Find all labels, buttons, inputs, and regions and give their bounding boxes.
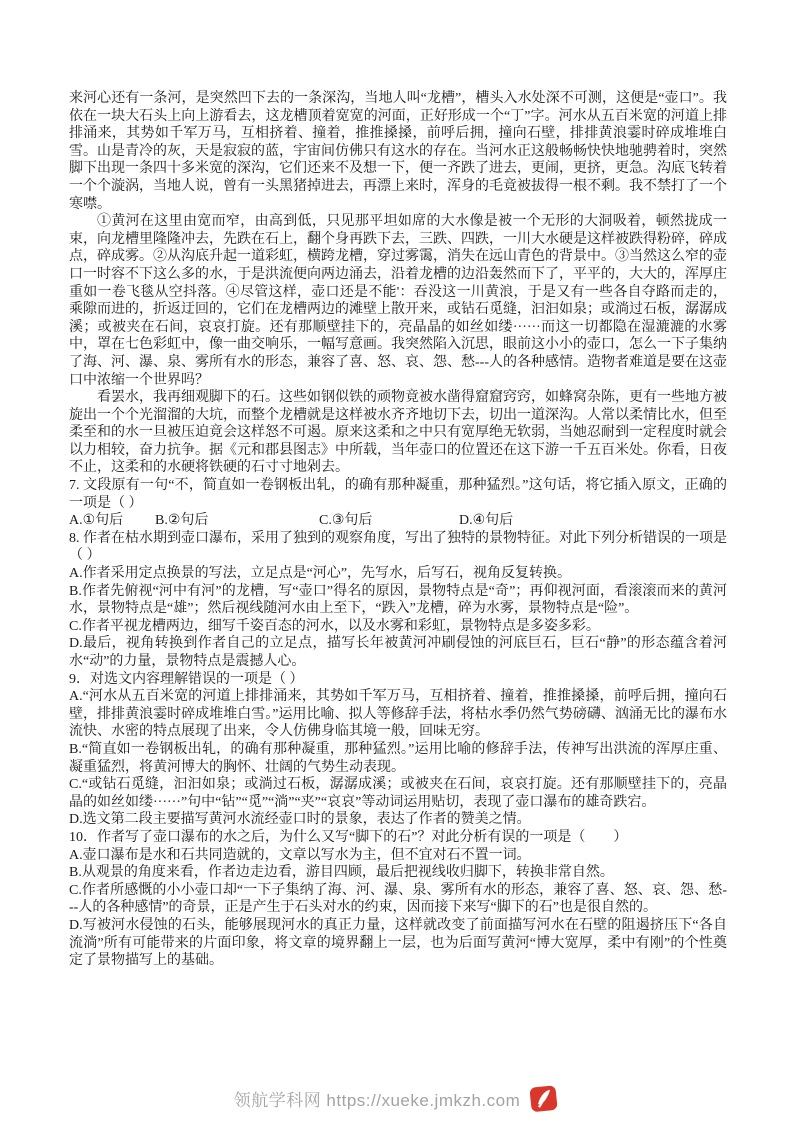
question-7-stem: 7. 文段原有一句“不，简直如一卷钢板出轧，的确有那种凝重，那种猛烈。”这句话，将它插入原文，正确的一项是（ ）: [69, 478, 727, 511]
question-7-option-a: A.①句后: [69, 513, 124, 529]
page-footer: [0, 1080, 793, 1116]
question-10-option-c: C.作者所感慨的小小壶口却“一下子集纳了海、河、瀑、泉、雾所有水的形态，兼容了喜、怒、哀、怨、愁---人的各种感情”的奇景，正是产生于石头对水的约束，因而接下来写“脚下的石”也是很自然的。: [69, 882, 727, 916]
question-8-option-c: C.作者平视龙槽两边，细写千姿百态的河水，以及水雾和彩虹，景物特点是多姿多彩。: [69, 618, 600, 634]
question-9-option-c: C.“或钻石觅缝，汩汩如泉；或淌过石板，潺潺成溪；或被夹在石间，哀哀打旋。还有那顺壁挂下的，亮晶晶的如丝如缕······”句中“钻”“觅”“淌”“夹”“哀哀”等动词运用贴切，表现了壶口瀑布的雄奇跌宕。: [69, 777, 727, 810]
question-9-option-a: A.“河水从五百米宽的河道上排排涌来，其势如千军万马，互相挤着、撞着，推推搡搡，前呼后拥，撞向石壁，排排黄浪霎时碎成堆堆白雪。”运用比喻、拟人等修辞手法，将枯水季仍然气势磅礴、汹涌无比的瀑布水流快、水密的特点展现了出来，令人仿佛身临其境一般，回味无穷。: [69, 689, 727, 740]
exam-content: [69, 90, 727, 970]
question-10-option-a: A.壶口瀑布是水和石共同造就的，文章以写水为主，但不宜对石不置一词。: [69, 847, 531, 863]
watermark-site-link[interactable]: 领航学科网 https://xueke.jmkzh.com: [233, 1090, 521, 1110]
question-10-option-b: B.从观景的角度来看，作者边走边看，游目四顾，最后把视线收归脚下，转换非常自然。: [69, 865, 614, 881]
passage-paragraph-3: 看罢水，我再细观脚下的石。这些如钢似铁的顽物竟被水凿得窟窟窍窍，如蜂窝杂陈，更有一些地方被旋出一个个光溜溜的大坑，而整个龙槽就是这样被水齐齐地切下去，切出一道深沟。人常以柔情比水，但至柔至和的水一旦被压迫竟会这样怒不可遏。原来这柔和之中只有宽厚绝无软弱，当她忍耐到一定程度时就会以力相较，奋力抗争。据《元和郡县图志》中所载，当年壶口的位置还在这下游一千五百米处。你看，日夜不止，这柔和的水硬将铁硬的石寸寸地剁去。: [69, 390, 727, 476]
question-9-option-b: B.“简直如一卷钢板出轧，的确有那种凝重，那种猛烈。”运用比喻的修辞手法，传神写出洪流的浑厚庄重、凝重猛烈，将黄河博大的胸怀、壮阔的气势生动表现。: [69, 741, 727, 775]
question-9-stem: 9．对选文内容理解错误的一项是（ ）: [69, 671, 304, 687]
question-7-option-b: B.②句后: [155, 513, 209, 529]
question-8-stem: 8. 作者在枯水期到壶口瀑布，采用了独到的观察角度，写出了独特的景物特征。对此下列分析错误的一项是（ ）: [69, 530, 727, 564]
question-10-stem: 10．作者写了壶口瀑布的水之后，为什么又写“脚下的石”？对此分析有误的一项是（ ）: [69, 829, 628, 845]
question-7-option-d: D.④句后: [459, 513, 514, 529]
question-7-options: [69, 512, 727, 530]
question-8-option-b: B.作者先俯视“河中有河”的龙槽，写“壶口”得名的原因，景物特点是“奇”；再仰视河面，看滚滚而来的黄河水，景物特点是“雄”；然后视线随河水由上至下，“跌入”龙槽，碎为水雾，景物特点是“险”。: [69, 583, 727, 617]
question-8-option-a: A.作者采用定点换景的写法，立足点是“河心”，先写水，后写石，视角反复转换。: [69, 566, 572, 582]
passage-paragraph-1: 来河心还有一条河，是突然凹下去的一条深沟，当地人叫“龙槽”，槽头入水处深不可测，这便是“壶口”。我依在一块大石头上向上游看去，这龙槽顶着宽宽的河面，正好形成一个“丁”字。河水从五百米宽的河道上排排涌来，其势如千军万马，互相挤着、撞着，推推搡搡，前呼后拥，撞向石壁，排排黄浪霎时碎成堆堆白雪。山是青冷的灰，天是寂寂的蓝，宇宙间仿佛只有这水的存在。当河水正这般畅畅快快地驰骋着时，突然脚下出现一条四十多米宽的深沟，它们还来不及想一下，便一齐跌了进去，更闹，更挤，更急。沟底飞转着一个个漩涡，当地人说，曾有一头黑猪掉进去，再漂上来时，浑身的毛竟被拔得一根不剩。我不禁打了一个寒噤。: [69, 91, 727, 212]
question-9-option-d: D.选文第二段主要描写黄河水流经壶口时的景象，表达了作者的赞美之情。: [69, 812, 531, 828]
question-10-option-d: D.写被河水侵蚀的石头，能够展现河水的真正力量，这样就改变了前面描写河水在石壁的阻遏挤压下“各自流淌”所有可能带来的片面印象，将文章的境界翻上一层，也为后面写黄河“博大宽厚，柔中有刚”的个性奠定了景物描写上的基础。: [69, 917, 727, 969]
question-7-option-c: C.③句后: [319, 513, 373, 529]
question-8-option-d: D.最后，视角转换到作者自己的立足点，描写长年被黄河冲刷侵蚀的河底巨石，巨石“静”的形态蕴含着河水“动”的力量，景物特点是震撼人心。: [69, 636, 727, 669]
site-logo-icon: [528, 1083, 559, 1114]
passage-paragraph-2: ①黄河在这里由宽而窄，由高到低，只见那平坦如席的大水像是被一个无形的大洞吸着，顿然拢成一束，向龙槽里隆隆冲去，先跌在石上，翻个身再跌下去，三跌、四跌，一川大水硬是这样被跌得粉碎，碎成点，碎成雾。②从沟底升起一道彩虹，横跨龙槽，穿过雾霭，消失在远山青色的背景中。③当然这么窄的壶口一时容不下这么多的水，于是洪流便向两边涌去，沿着龙槽的边沿轰然而下了，平平的，大大的，浑厚庄重如一卷飞毯从空抖落。④尽管这样，壶口还是不能'：吞没这一川黄浪，于是又有一些各自夺路而走的，乘隙而进的，折返迂回的，它们在龙槽两边的滩壁上散开来，或钻石觅缝，汩汩如泉；或淌过石板，潺潺成溪；或被夹在石间，哀哀打旋。还有那顺壁挂下的，亮晶晶的如丝如缕······而这一切都隐在湿漉漉的水雾中，罩在七色彩虹中，像一曲交响乐，一幅写意画。我突然陷入沉思，眼前这小小的壶口，怎么一下子集纳了海、河、瀑、泉、雾所有水的形态，兼容了喜、怒、哀、怨、愁---人的各种感情。造物者难道是要在这壶口中浓缩一个世界吗？: [69, 214, 727, 388]
